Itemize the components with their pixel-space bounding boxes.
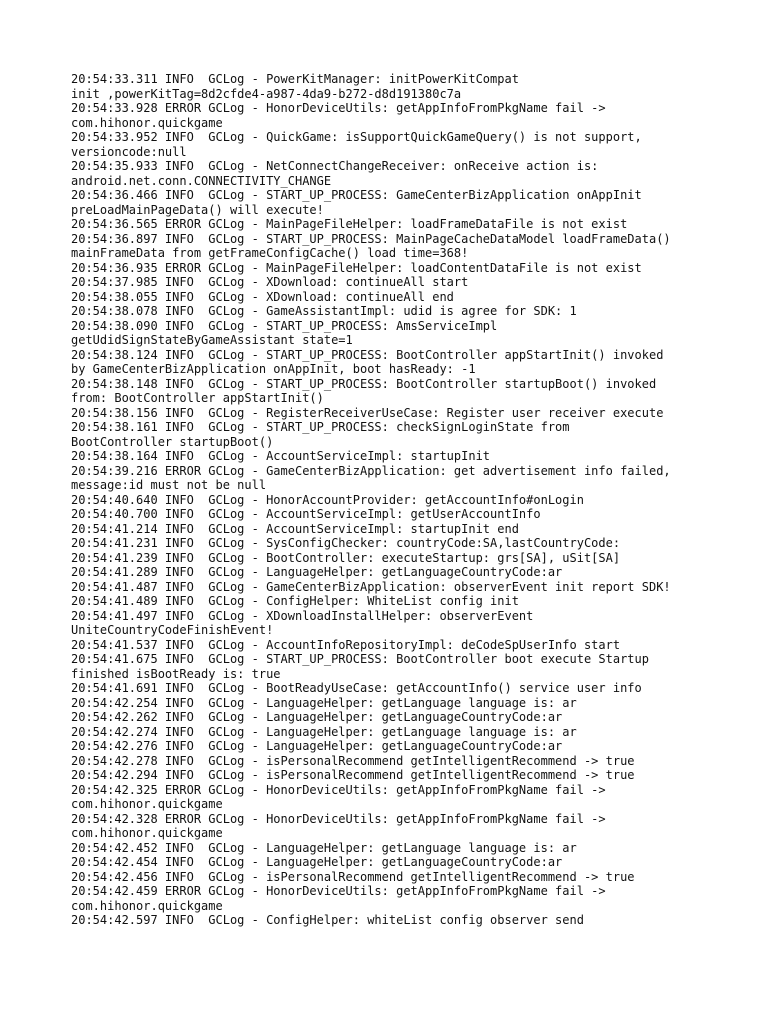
log-line: 20:54:37.985 INFO GCLog - XDownload: continueAll start (71, 275, 469, 289)
log-line: com.hihonor.quickgame (71, 898, 223, 913)
log-line: getUdidSignStateByGameAssistant state=1 (71, 333, 353, 347)
log-line: 20:54:41.691 INFO GCLog - BootReadyUseCase: getAccountInfo() service user info (71, 681, 642, 695)
log-line: 20:54:33.952 INFO GCLog - QuickGame: isSupportQuickGameQuery() is not support, (71, 130, 642, 144)
log-line: preLoadMainPageData() will execute! (71, 202, 324, 217)
log-line: 20:54:38.148 INFO GCLog - START_UP_PROCESS: BootController startupBoot() invoked (71, 376, 657, 391)
log-line: com.hihonor.quickgame (71, 115, 223, 130)
log-line: 20:54:38.055 INFO GCLog - XDownload: continueAll end (71, 289, 454, 304)
log-line: 20:54:41.289 INFO GCLog - LanguageHelper: getLanguageCountryCode:ar (71, 565, 563, 579)
log-line: finished isBootReady is: true (71, 666, 281, 681)
log-line: 20:54:38.090 INFO GCLog - START_UP_PROCESS: AmsServiceImpl (71, 318, 498, 333)
log-line: 20:54:42.278 INFO GCLog - isPersonalRecommend getIntelligentRecommend -> true (71, 753, 635, 768)
log-line: 20:54:38.161 INFO GCLog - START_UP_PROCESS: checkSignLoginState from (71, 420, 570, 434)
log-line: 20:54:42.254 INFO GCLog - LanguageHelper: getLanguage language is: ar (71, 695, 577, 710)
log-line: 20:54:35.933 INFO GCLog - NetConnectChangeReceiver: onReceive action is: (71, 159, 599, 173)
log-line: 20:54:42.328 ERROR GCLog - HonorDeviceUtils: getAppInfoFromPkgName fail -> (71, 811, 606, 826)
log-line: 20:54:41.214 INFO GCLog - AccountServiceImpl: startupInit end (71, 521, 519, 536)
log-line: message:id must not be null (71, 478, 267, 492)
log-line: 20:54:40.640 INFO GCLog - HonorAccountProvider: getAccountInfo#onLogin (71, 492, 584, 507)
log-line: 20:54:36.565 ERROR GCLog - MainPageFileHelper: loadFrameDataFile is not exist (71, 217, 628, 231)
log-line: 20:54:39.216 ERROR GCLog - GameCenterBizApplication: get advertisement info failed, (71, 463, 671, 478)
log-line: init ,powerKitTag=8d2cfde4-a987-4da9-b272-d8d191380c7a (71, 86, 462, 101)
log-line: com.hihonor.quickgame (71, 797, 223, 811)
log-line: 20:54:42.262 INFO GCLog - LanguageHelper: getLanguageCountryCode:ar (71, 710, 563, 724)
log-line: 20:54:42.276 INFO GCLog - LanguageHelper: getLanguageCountryCode:ar (71, 739, 563, 753)
log-line: 20:54:38.164 INFO GCLog - AccountServiceImpl: startupInit (71, 449, 491, 463)
log-line: 20:54:42.452 INFO GCLog - LanguageHelper: getLanguage language is: ar (71, 840, 577, 855)
log-line: 20:54:42.597 INFO GCLog - ConfigHelper: whiteList config observer send (71, 913, 584, 927)
log-line: 20:54:41.537 INFO GCLog - AccountInfoRepositoryImpl: deCodeSpUserInfo start (71, 637, 621, 652)
log-line: 20:54:33.928 ERROR GCLog - HonorDeviceUtils: getAppInfoFromPkgName fail -> (71, 101, 606, 115)
log-line: 20:54:41.497 INFO GCLog - XDownloadInstallHelper: observerEvent (71, 608, 534, 623)
log-line: 20:54:36.935 ERROR GCLog - MainPageFileHelper: loadContentDataFile is not exist (71, 260, 642, 275)
log-line: BootController startupBoot() (71, 434, 274, 449)
log-line: 20:54:42.456 INFO GCLog - isPersonalRecommend getIntelligentRecommend -> true (71, 869, 635, 884)
log-line: 20:54:41.487 INFO GCLog - GameCenterBizApplication: observerEvent init report SDK! (71, 579, 671, 594)
log-line: 20:54:42.325 ERROR GCLog - HonorDeviceUtils: getAppInfoFromPkgName fail -> (71, 782, 606, 797)
log-line: from: BootController appStartInit() (71, 391, 324, 405)
log-line: 20:54:38.156 INFO GCLog - RegisterReceiverUseCase: Register user receiver execute (71, 405, 664, 420)
log-line: 20:54:41.231 INFO GCLog - SysConfigChecker: countryCode:SA,lastCountryCode: (71, 536, 621, 550)
log-line: 20:54:42.454 INFO GCLog - LanguageHelper: getLanguageCountryCode:ar (71, 855, 563, 869)
log-line: android.net.conn.CONNECTIVITY_CHANGE (71, 173, 332, 188)
log-line: 20:54:41.675 INFO GCLog - START_UP_PROCESS: BootController boot execute Startup (71, 652, 649, 666)
log-line: 20:54:40.700 INFO GCLog - AccountServiceImpl: getUserAccountInfo (71, 507, 541, 521)
log-line: 20:54:41.239 INFO GCLog - BootController: executeStartup: grs[SA], uSit[SA] (71, 550, 621, 565)
log-output (71, 72, 761, 928)
log-line: versioncode:null (71, 144, 187, 159)
log-line: 20:54:42.459 ERROR GCLog - HonorDeviceUtils: getAppInfoFromPkgName fail -> (71, 884, 606, 898)
log-line: 20:54:36.466 INFO GCLog - START_UP_PROCESS: GameCenterBizApplication onAppInit (71, 188, 642, 202)
log-line: 20:54:42.274 INFO GCLog - LanguageHelper: getLanguage language is: ar (71, 724, 577, 739)
log-line: 20:54:36.897 INFO GCLog - START_UP_PROCESS: MainPageCacheDataModel loadFrameData() (71, 231, 671, 246)
log-line: 20:54:42.294 INFO GCLog - isPersonalRecommend getIntelligentRecommend -> true (71, 768, 635, 782)
log-line: 20:54:41.489 INFO GCLog - ConfigHelper: WhiteList config init (71, 594, 519, 608)
log-line: by GameCenterBizApplication onAppInit, boot hasReady: -1 (71, 362, 476, 376)
log-line: 20:54:38.124 INFO GCLog - START_UP_PROCESS: BootController appStartInit() invoked (71, 347, 664, 362)
log-line: 20:54:33.311 INFO GCLog - PowerKitManager: initPowerKitCompat (71, 72, 519, 86)
log-line: mainFrameData from getFrameConfigCache() load time=368! (71, 246, 469, 260)
log-line: UniteCountryCodeFinishEvent! (71, 623, 274, 637)
log-line: com.hihonor.quickgame (71, 826, 223, 840)
log-line: 20:54:38.078 INFO GCLog - GameAssistantImpl: udid is agree for SDK: 1 (71, 304, 577, 318)
